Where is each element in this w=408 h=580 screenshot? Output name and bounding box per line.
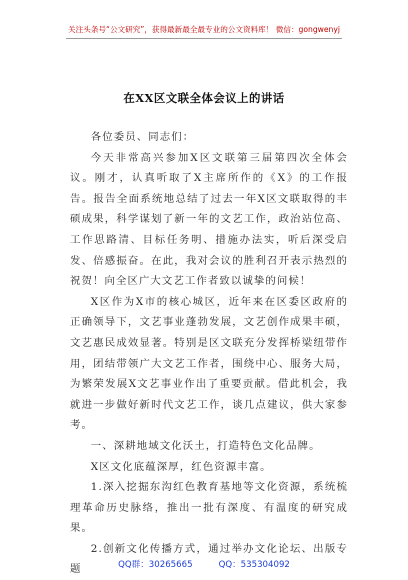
header-divider [66,38,342,39]
document-title: 在XX区文联全体会议上的讲话 [123,91,285,105]
footer-contact [0,558,408,570]
section-heading-1: 一、深耕地域文化沃土，打造特色文化品牌。 [90,439,321,452]
salutation: 各位委员、同志们： [90,131,195,143]
footer-qq-number: QQ：535304092 [218,560,290,570]
document-body [70,116,348,580]
paragraph-culture: X区文化底蕴深厚，红色资源丰富。 [90,460,272,473]
list-item-1: 1.深入挖掘东沟红色教育基地等文化资源，系统梳理革命历史脉络，推出一批有深度、有温度的研究成果。 [70,481,348,535]
paragraph-background: X区作为X市的核心城区，近年来在区委区政府的正确领导下，文艺事业蓬勃发展，文艺创作成果丰硕，文艺惠民成效显著。特别是区文联充分发挥桥梁纽带作用，团结带领广大文艺工作者，围绕中心、服务大局，为繁荣发展X文艺事业作出了重要贡献。借此机会，我就进一步做好新时代文艺工作，谈几点建议，供大家参考。 [70,295,348,432]
list-item-2: 2.创新文化传播方式，通过举办文化论坛、出版专题 [70,542,348,576]
footer-qq-group: QQ群：30265665 [118,560,193,570]
header-notice: 关注头条号“公文研究”，获得最新最全最专业的公文资料库！ 微信：gongwenyj [68,25,340,34]
paragraph-opening: 今天非常高兴参加X区文联第三届第四次全体会议。刚才，认真听取了X主席所作的《X》的工作报告。报告全面系统地总结了过去一年X区文联取得的丰硕成果，科学谋划了新一年的文艺工作，政治站位高、工作思路清、目标任务明、措施办法实，听后深受启发、倍感振奋。在此，我对会议的胜利召开表示热烈的祝贺！向全区广大文艺工作者致以诚挚的问候！ [70,151,348,288]
